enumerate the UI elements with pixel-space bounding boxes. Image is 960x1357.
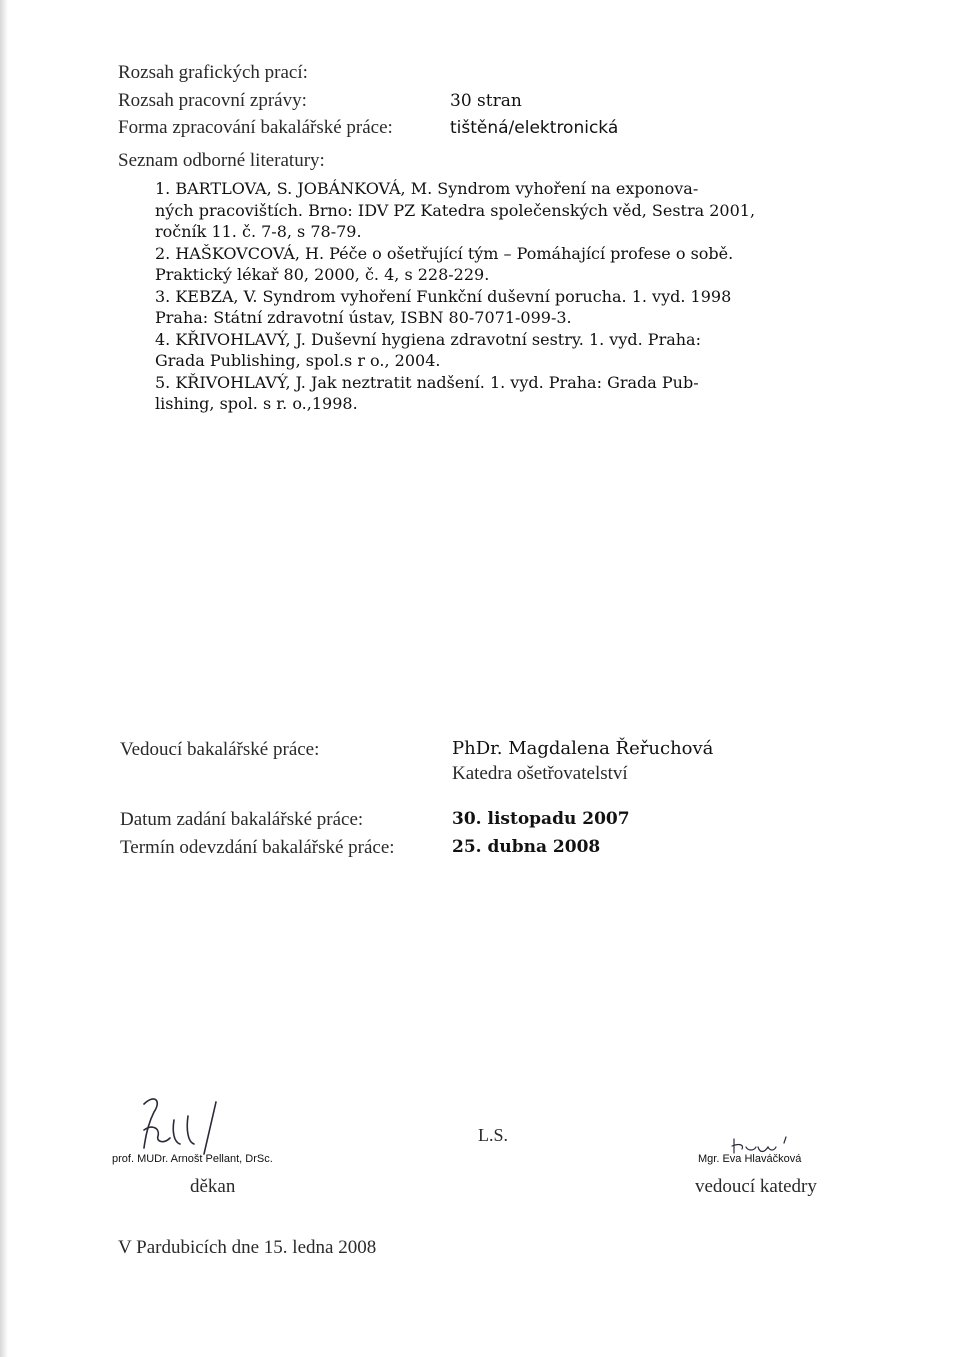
literature-heading: Seznam odborné literatury: <box>118 150 325 171</box>
list-item: 1. BARTLOVA, S. JOBÁNKOVÁ, M. Syndrom vyhoření na exponova- ných pracovištích. Brno: IDV PZ Katedra společenských věd, Sestra 2001, ročník 11. č. 7-8, s 78-79. <box>155 179 756 241</box>
dean-role: děkan <box>190 1176 236 1197</box>
supervisor-label: Vedoucí bakalářské práce: <box>120 739 320 760</box>
supervisor-department: Katedra ošetřovatelství <box>452 763 628 784</box>
dean-name: prof. MUDr. Arnošt Pellant, DrSc. <box>112 1153 273 1165</box>
list-item: 5. KŘIVOHLAVÝ, J. Jak neztratit nadšení. 1. vyd. Praha: Grada Pub- lishing, spol. s r. o.,1998. <box>155 372 699 413</box>
graphics-scope-label: Rozsah grafických prací: <box>118 62 308 83</box>
place-date: V Pardubicích dne 15. ledna 2008 <box>118 1237 377 1258</box>
head-role: vedoucí katedry <box>695 1176 817 1197</box>
list-item: 2. HAŠKOVCOVÁ, H. Péče o ošetřující tým – Pomáhající profese o sobě. Praktický lékař 80, 2000, č. 4, s 228-229. <box>155 243 734 284</box>
supervisor-name: PhDr. Magdalena Řeřuchová <box>452 738 714 759</box>
list-item: 4. KŘIVOHLAVÝ, J. Duševní hygiena zdravotní sestry. 1. vyd. Praha: Grada Publishing, spol.s r o., 2004. <box>155 329 701 370</box>
report-scope-value: 30 stran <box>450 91 522 111</box>
assigned-date-label: Datum zadání bakalářské práce: <box>120 809 364 830</box>
dean-signature <box>130 1090 240 1160</box>
deadline-label: Termín odevzdání bakalářské práce: <box>120 837 395 858</box>
seal-mark: L.S. <box>478 1125 509 1145</box>
assigned-date-value: 30. listopadu 2007 <box>452 809 630 829</box>
literature-list <box>155 178 845 415</box>
list-item: 3. KEBZA, V. Syndrom vyhoření Funkční duševní porucha. 1. vyd. 1998 Praha: Státní zdravotní ústav, ISBN 80-7071-099-3. <box>155 286 732 327</box>
form-label: Forma zpracování bakalářské práce: <box>118 117 393 138</box>
head-name: Mgr. Eva Hlaváčková <box>698 1153 802 1165</box>
form-value: tištěná/elektronická <box>450 118 619 138</box>
scan-edge-shadow <box>0 0 8 1357</box>
report-scope-label: Rozsah pracovní zprávy: <box>118 90 307 111</box>
deadline-value: 25. dubna 2008 <box>452 837 601 857</box>
